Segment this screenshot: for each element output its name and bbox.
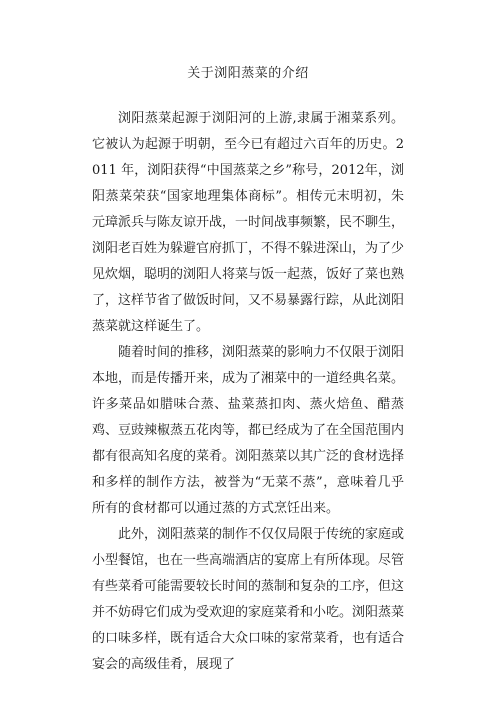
paragraph: 随着时间的推移，浏阳蒸菜的影响力不仅限于浏阳本地，而是传播开来，成为了湘菜中的一道经典名菜。许多菜品如腊味合蒸、盐菜蒸扣肉、蒸火焙鱼、醋蒸鸡、豆豉辣椒蒸五花肉等，都已经成为了在全国范围内都有很高知名度的菜肴。浏阳蒸菜以其广泛的食材选择和多样的制作方法，被誉为“无菜不蒸”，意味着几乎所有的食材都可以通过蒸的方式烹饪出来。: [92, 345, 405, 516]
document-body: [92, 106, 404, 678]
paragraph: 此外，浏阳蒸菜的制作不仅仅局限于传统的家庭或小型餐馆，也在一些高端酒店的宴席上有所体现。尽管有些菜肴可能需要较长时间的蒸制和复杂的工序，但这并不妨碍它们成为受欢迎的家庭菜肴和小吃。浏阳蒸菜的口味多样，既有适合大众口味的家常菜肴，也有适合宴会的高级佳肴，展现了: [92, 527, 405, 672]
paragraph: 浏阳蒸菜起源于浏阳河的上游,隶属于湘菜系列。它被认为起源于明朝，至今已有超过六百年的历史。2011 年，浏阳获得“中国蒸菜之乡”称号，2012年，浏阳蒸菜荣获“国家地理集体商标”。相传元末明初，朱元璋派兵与陈友谅开战，一时间战事频繁，民不聊生，浏阳老百姓为躲避官府抓丁，不得不躲进深山，为了少见炊烟，聪明的浏阳人将菜与饭一起蒸，饭好了菜也熟了，这样节省了做饭时间，又不易暴露行踪，从此浏阳蒸菜就这样诞生了。: [92, 111, 405, 334]
document-title: 关于浏阳蒸菜的介绍: [187, 66, 309, 81]
